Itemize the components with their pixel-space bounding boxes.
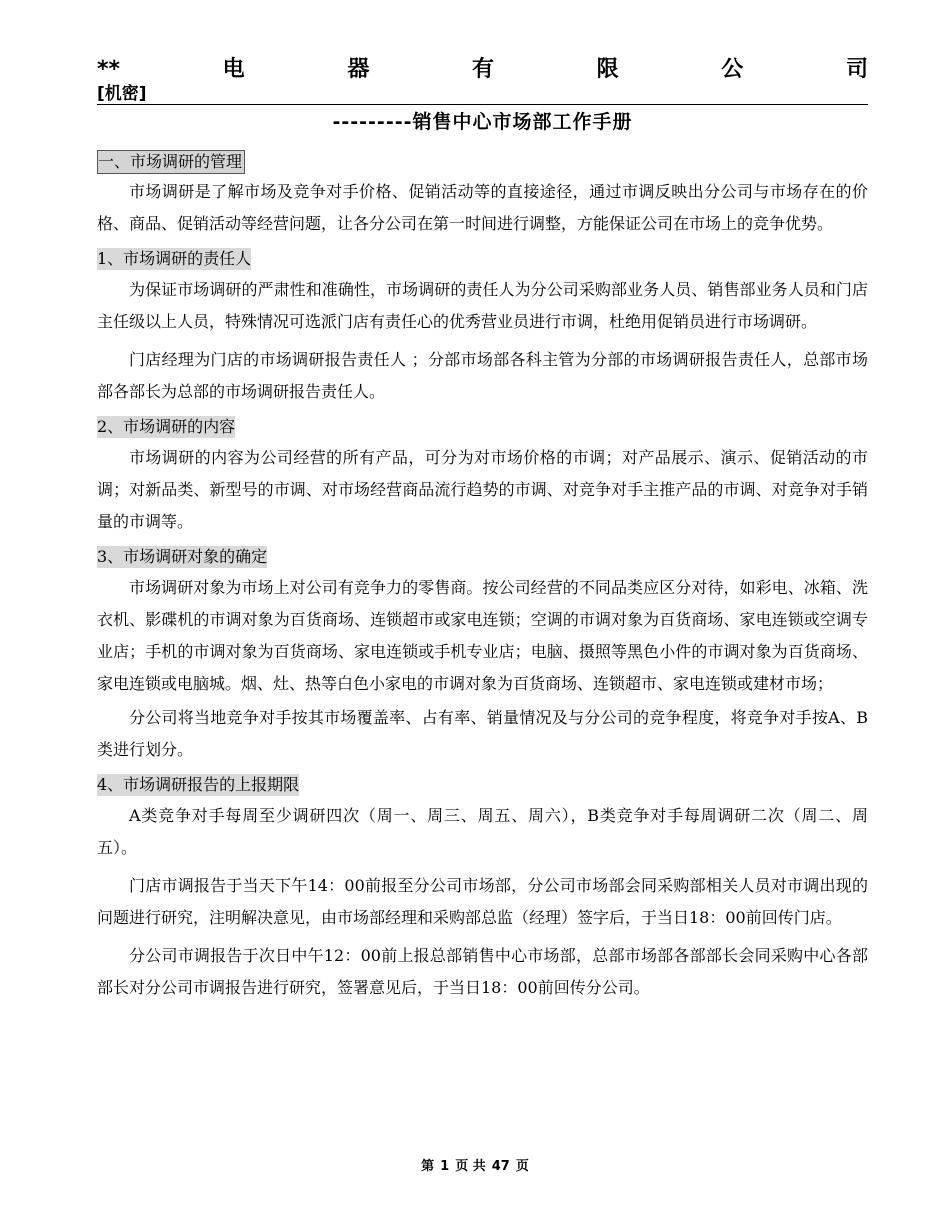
page-footer bbox=[0, 1158, 950, 1176]
paragraph: 分公司市调报告于次日中午12：00前上报总部销售中心市场部，总部市场部各部部长会同采购中心各部部长对分公司市调报告进行研究，签署意见后，于当日18：00前回传分公司。 bbox=[97, 946, 868, 997]
paragraph: 市场调研对象为市场上对公司有竞争力的零售商。按公司经营的不同品类应区分对待，如彩电、冰箱、洗衣机、影碟机的市调对象为百货商场、连锁超市或家电连锁；空调的市调对象为百货商场、家电连锁或空调专业店；手机的市调对象为百货商场、家电连锁或手机专业店；电脑、摄照等黑色小件的市调对象为百货商场、家电连锁或电脑城。烟、灶、热等白色小家电的市调对象为百货商场、连锁超市、家电连锁或建材市场； bbox=[97, 578, 868, 693]
page-label-suffix: 页 bbox=[515, 1159, 529, 1174]
subsection-heading: 1、市场调研的责任人 bbox=[97, 249, 252, 268]
paragraph: 门店经理为门店的市场调研报告责任人 ；分部市场部各科主管为分部的市场调研报告责任人，总部市场部各部长为总部的市场调研报告责任人。 bbox=[97, 350, 868, 401]
page-label-prefix: 第 bbox=[421, 1159, 435, 1174]
paragraph: 分公司将当地竞争对手按其市场覆盖率、占有率、销量情况及与分公司的竞争程度，将竞争对手按A、B类进行划分。 bbox=[97, 708, 868, 759]
document-body bbox=[97, 150, 868, 1010]
document-subtitle: ---------销售中心市场部工作手册 bbox=[332, 111, 633, 133]
confidential-label: [机密] bbox=[97, 84, 147, 104]
company-name-char: 器 bbox=[347, 57, 370, 82]
company-name-char: 电 bbox=[222, 57, 245, 82]
subsection-heading: 2、市场调研的内容 bbox=[97, 417, 236, 436]
page-header bbox=[97, 56, 868, 105]
paragraph: 门店市调报告于当天下午14：00前报至分公司市场部，分公司市场部会同采购部相关人员对市调出现的问题进行研究，注明解决意见，由市场部经理和采购部总监（经理）签字后，于当日18：00前回传门店。 bbox=[97, 876, 868, 927]
subsection-heading: 3、市场调研对象的确定 bbox=[97, 547, 268, 566]
section-heading: 一、市场调研的管理 bbox=[97, 150, 245, 174]
company-name bbox=[97, 56, 868, 84]
paragraph: 市场调研是了解市场及竞争对手价格、促销活动等的直接途径，通过市调反映出分公司与市场存在的价格、商品、促销活动等经营问题，让各分公司在第一时间进行调整，方能保证公司在市场上的竞争优势。 bbox=[97, 182, 868, 233]
company-name-char: 有 bbox=[471, 57, 494, 82]
page-label-mid: 页 共 bbox=[455, 1159, 486, 1174]
company-name-char: 司 bbox=[845, 57, 868, 82]
company-name-char: ** bbox=[97, 57, 121, 82]
company-name-char: 公 bbox=[721, 57, 744, 82]
paragraph: A类竞争对手每周至少调研四次（周一、周三、周五、周六），B类竞争对手每周调研二次（周二、周五）。 bbox=[97, 806, 868, 857]
subsection-heading: 4、市场调研报告的上报期限 bbox=[97, 775, 300, 794]
page-number: 1 bbox=[440, 1159, 450, 1174]
page-total: 47 bbox=[491, 1159, 510, 1174]
paragraph: 为保证市场调研的严肃性和准确性，市场调研的责任人为分公司采购部业务人员、销售部业务人员和门店主任级以上人员，特殊情况可选派门店有责任心的优秀营业员进行市调，杜绝用促销员进行市场调研。 bbox=[97, 280, 868, 331]
company-name-char: 限 bbox=[596, 57, 619, 82]
paragraph: 市场调研的内容为公司经营的所有产品，可分为对市场价格的市调；对产品展示、演示、促销活动的市调；对新品类、新型号的市调、对市场经营商品流行趋势的市调、对竞争对手主推产品的市调、对竞争对手销量的市调等。 bbox=[97, 448, 868, 531]
